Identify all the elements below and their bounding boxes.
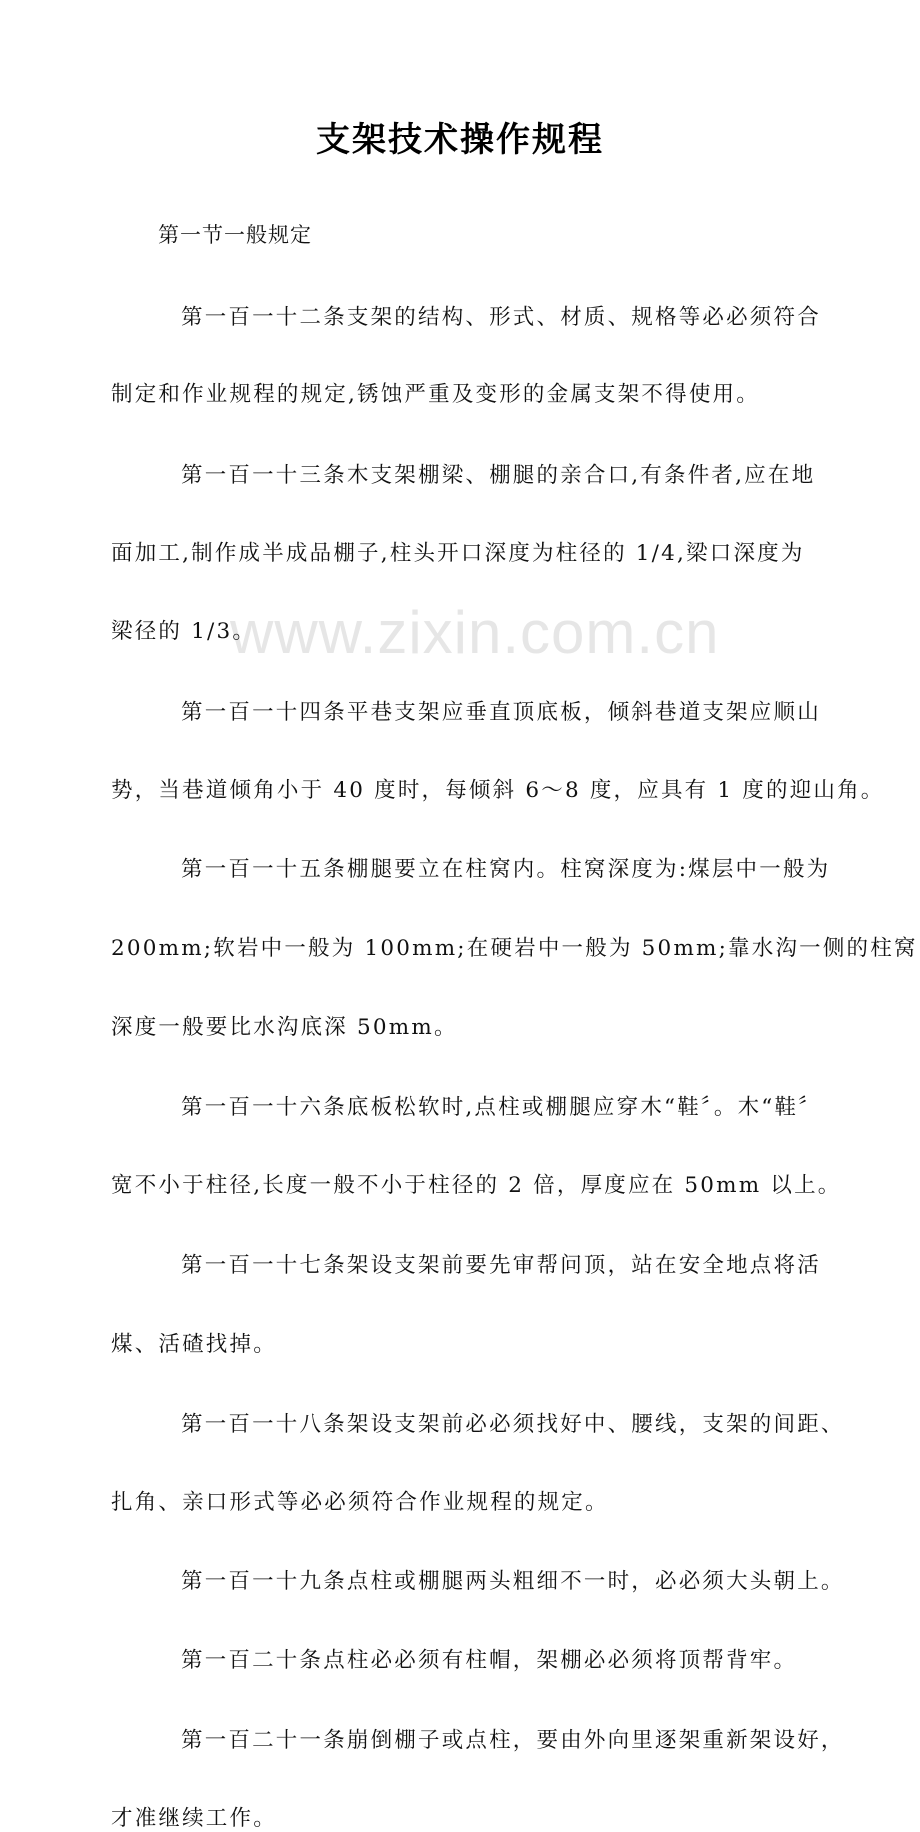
article-114-line-2: 势，当巷道倾角小于 40 度时，每倾斜 6～8 度，应具有 1 度的迎山角。 (111, 778, 885, 803)
document-title: 支架技术操作规程 (316, 120, 604, 160)
article-121-line-1: 第一百二十一条崩倒棚子或点柱，要由外向里逐架重新架设好， (181, 1728, 845, 1753)
article-118-line-2: 扎角、亲口形式等必必须符合作业规程的规定。 (111, 1490, 609, 1515)
article-113-line-2: 面加工,制作成半成品棚子,柱头开口深度为柱径的 1/4,梁口深度为 (111, 541, 805, 566)
article-118-line-1: 第一百一十八条架设支架前必必须找好中、腰线，支架的间距、 (181, 1412, 845, 1437)
article-121-line-2: 才准继续工作。 (111, 1806, 277, 1831)
article-114-line-1: 第一百一十四条平巷支架应垂直顶底板，倾斜巷道支架应顺山 (181, 700, 821, 725)
article-119-line-1: 第一百一十九条点柱或棚腿两头粗细不一时，必必须大头朝上。 (181, 1569, 845, 1594)
article-120-line-1: 第一百二十条点柱必必须有柱帽，架棚必必须将顶帮背牢。 (181, 1648, 798, 1673)
watermark: www.zixin.com.cn (230, 599, 720, 666)
article-115-line-1: 第一百一十五条棚腿要立在柱窝内。柱窝深度为:煤层中一般为 (181, 857, 831, 882)
article-117-line-1: 第一百一十七条架设支架前要先审帮问顶，站在安全地点将活 (181, 1253, 821, 1278)
article-113-line-1: 第一百一十三条木支架棚梁、棚腿的亲合口,有条件者,应在地 (181, 463, 816, 488)
article-116-line-2: 宽不小于柱径,长度一般不小于柱径的 2 倍，厚度应在 50mm 以上。 (111, 1173, 842, 1198)
article-115-line-3: 深度一般要比水沟底深 50mm。 (111, 1015, 458, 1040)
article-115-line-2: 200mm;软岩中一般为 100mm;在硬岩中一般为 50mm;靠水沟一侧的柱窝 (111, 936, 918, 961)
article-112-line-1: 第一百一十二条支架的结构、形式、材质、规格等必必须符合 (181, 305, 821, 330)
section-heading: 第一节一般规定 (158, 223, 312, 247)
article-117-line-2: 煤、活碴找掉。 (111, 1332, 277, 1357)
article-113-line-3: 梁径的 1/3。 (111, 619, 257, 644)
article-112-line-2: 制定和作业规程的规定,锈蚀严重及变形的金属支架不得使用。 (111, 382, 760, 407)
article-116-line-1: 第一百一十六条底板松软时,点柱或棚腿应穿木“鞋〞。木“鞋〞 (181, 1095, 822, 1120)
